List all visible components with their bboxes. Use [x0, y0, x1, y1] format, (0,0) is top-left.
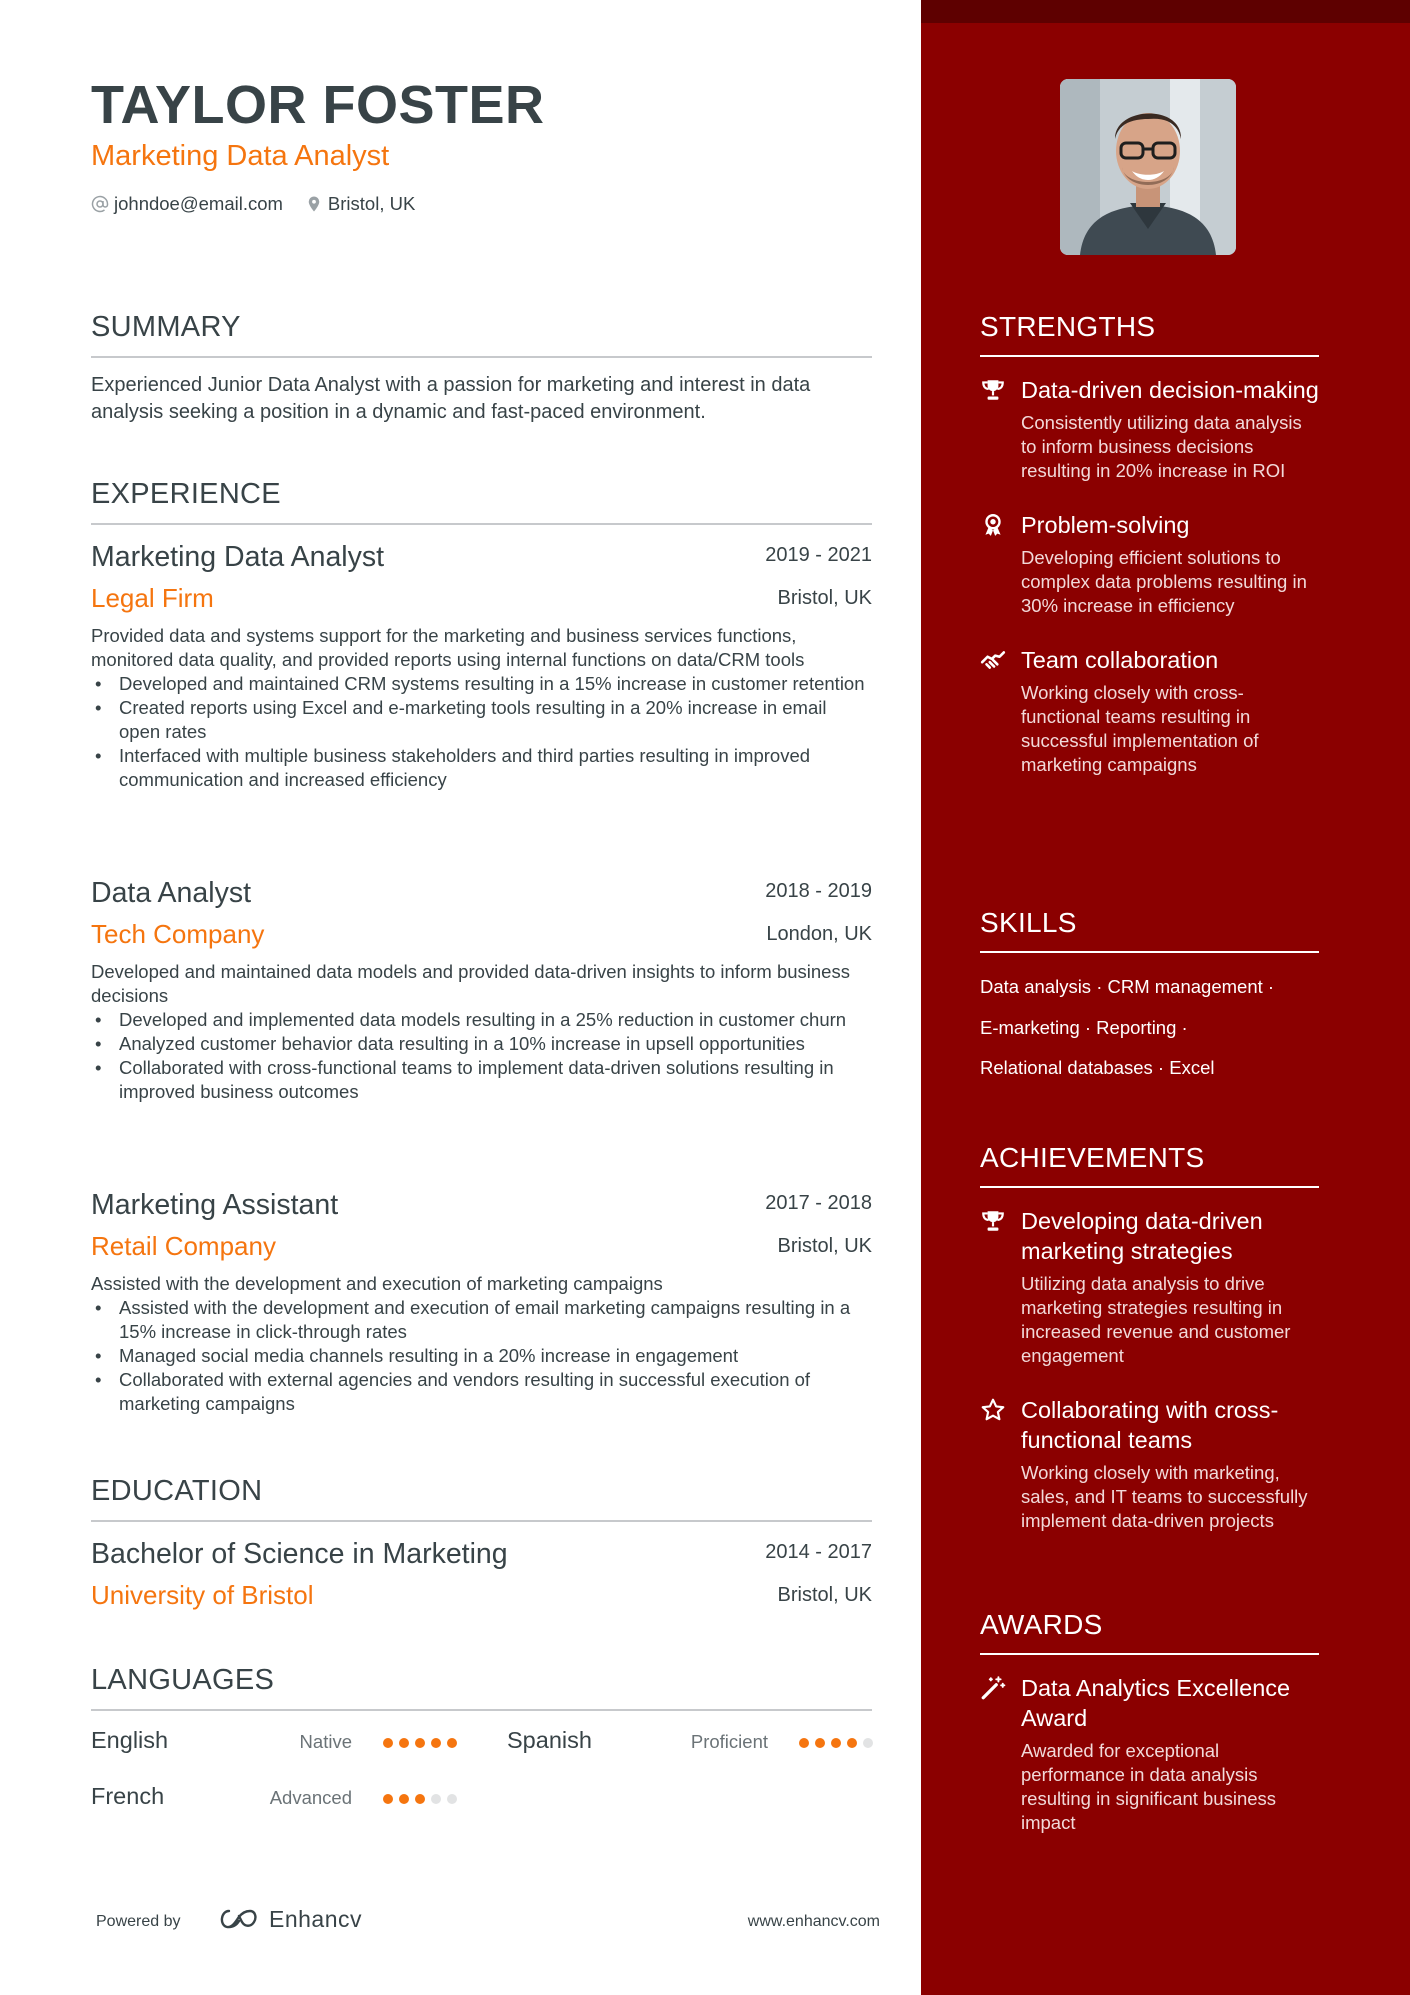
- achievements-heading: ACHIEVEMENTS: [980, 1142, 1319, 1188]
- award-ribbon-icon: [980, 512, 1006, 538]
- strength-description: Developing efficient solutions to complex data problems resulting in 30% increase in efficiency: [1021, 547, 1307, 616]
- experience-section: [91, 478, 872, 1438]
- candidate-role: Marketing Data Analyst: [91, 140, 390, 172]
- language-rating: [383, 1738, 463, 1748]
- rating-dot-filled: [799, 1738, 809, 1748]
- school-name: University of Bristol: [91, 1580, 314, 1610]
- education-dates: 2014 - 2017: [765, 1541, 872, 1563]
- language-level: Advanced: [269, 1787, 352, 1808]
- star-icon: [980, 1397, 1006, 1423]
- job-company: Retail Company: [91, 1231, 276, 1261]
- rating-dot-filled: [415, 1738, 425, 1748]
- strength-title: Problem-solving: [1021, 512, 1190, 538]
- language-level: Native: [299, 1731, 352, 1752]
- job-bullet: • Collaborated with cross-functional teams to implement data-driven solutions resulting in improved business outcomes: [91, 1056, 872, 1104]
- powered-by-label: Powered by: [96, 1913, 181, 1930]
- rating-dot-filled: [815, 1738, 825, 1748]
- language-rating: [799, 1738, 879, 1748]
- trophy-icon: [980, 1208, 1006, 1234]
- rating-dot-filled: [431, 1738, 441, 1748]
- rating-dot-filled: [383, 1738, 393, 1748]
- job-bullet: • Developed and implemented data models resulting in a 25% reduction in customer churn: [91, 1008, 872, 1032]
- rating-dot-filled: [831, 1738, 841, 1748]
- skills-line: Relational databases · Excel: [980, 1057, 1215, 1078]
- language-level: Proficient: [690, 1731, 768, 1752]
- degree-title: Bachelor of Science in Marketing: [91, 1538, 508, 1570]
- awards-heading: AWARDS: [980, 1609, 1319, 1655]
- job-dates: 2018 - 2019: [765, 880, 872, 902]
- rating-dot-filled: [415, 1794, 425, 1804]
- award-title: Data Analytics Excellence Award: [1021, 1675, 1291, 1731]
- experience-entry: [91, 541, 872, 792]
- achievement-item: [980, 1395, 1319, 1533]
- job-description: Provided data and systems support for the marketing and business services functions, monitored data quality, and provided reports using internal functions on data/CRM tools: [91, 625, 805, 670]
- job-location: Bristol, UK: [777, 1235, 872, 1257]
- job-description: Developed and maintained data models and provided data-driven insights to inform business decisions: [91, 961, 850, 1006]
- strength-title: Team collaboration: [1021, 647, 1219, 673]
- job-bullet: • Created reports using Excel and e-marketing tools resulting in a 20% increase in email open rates: [91, 696, 872, 744]
- rating-dot-filled: [383, 1794, 393, 1804]
- sidebar-top-bar: [921, 0, 1410, 23]
- language-name: English: [91, 1727, 169, 1753]
- award-item: [980, 1673, 1319, 1835]
- language-item: [91, 1783, 454, 1813]
- skills-list: [980, 967, 1319, 1089]
- job-title: Marketing Data Analyst: [91, 541, 385, 573]
- skills-section: [980, 907, 1319, 1089]
- education-section: [91, 1475, 872, 1615]
- education-entry: [91, 1538, 872, 1611]
- job-bullet: • Interfaced with multiple business stakeholders and third parties resulting in improved communication and increased efficiency: [91, 744, 872, 792]
- strength-title: Data-driven decision-making: [1021, 377, 1319, 403]
- rating-dot-empty: [863, 1738, 873, 1748]
- job-bullet: • Collaborated with external agencies and vendors resulting in successful execution of marketing campaigns: [91, 1368, 872, 1416]
- rating-dot-filled: [447, 1738, 457, 1748]
- summary-heading: SUMMARY: [91, 311, 872, 358]
- job-company: Legal Firm: [91, 583, 214, 613]
- sidebar: [921, 0, 1410, 1995]
- achievement-title: Developing data-driven marketing strategies: [1021, 1208, 1263, 1264]
- summary-text: Experienced Junior Data Analyst with a passion for marketing and interest in data analysis seeking a position in a dynamic and fast-paced environment.: [91, 374, 811, 423]
- language-rating: [383, 1794, 463, 1804]
- rating-dot-filled: [399, 1738, 409, 1748]
- strength-item: [980, 645, 1319, 777]
- job-company: Tech Company: [91, 919, 265, 949]
- strength-description: Consistently utilizing data analysis to inform business decisions resulting in 20% increase in ROI: [1021, 412, 1302, 481]
- job-title: Marketing Assistant: [91, 1189, 339, 1221]
- languages-heading: LANGUAGES: [91, 1664, 872, 1711]
- school-location: Bristol, UK: [777, 1584, 872, 1606]
- contact-row: [91, 193, 415, 215]
- job-bullets: [91, 1296, 872, 1416]
- strength-description: Working closely with cross-functional teams resulting in successful implementation of marketing campaigns: [1021, 682, 1259, 775]
- job-bullet: • Developed and maintained CRM systems resulting in a 15% increase in customer retention: [91, 672, 872, 696]
- website-link[interactable]: www.enhancv.com: [747, 1913, 880, 1930]
- strengths-section: [980, 311, 1319, 777]
- strengths-heading: STRENGTHS: [980, 311, 1319, 357]
- experience-entry: [91, 1189, 872, 1416]
- language-name: French: [91, 1783, 165, 1809]
- language-item: [507, 1727, 870, 1757]
- skills-line: E-marketing · Reporting ·: [980, 1016, 1188, 1038]
- enhancv-brand-name: Enhancv: [269, 1905, 363, 1932]
- contact-email[interactable]: johndoe@email.com: [114, 193, 283, 214]
- footer: [96, 1905, 880, 1935]
- rating-dot-filled: [399, 1794, 409, 1804]
- job-bullets: [91, 672, 872, 792]
- rating-dot-empty: [447, 1794, 457, 1804]
- enhancv-logo-icon: [215, 1905, 263, 1933]
- achievement-description: Working closely with marketing, sales, and IT teams to successfully implement data-driven projects: [1021, 1462, 1308, 1531]
- job-location: Bristol, UK: [777, 587, 872, 609]
- candidate-name: TAYLOR FOSTER: [91, 75, 545, 135]
- experience-entry: [91, 877, 872, 1104]
- language-name: Spanish: [507, 1727, 592, 1753]
- magic-wand-icon: [980, 1675, 1006, 1701]
- location-pin-icon: [305, 195, 323, 213]
- awards-section: [980, 1609, 1319, 1835]
- achievement-description: Utilizing data analysis to drive marketing strategies resulting in increased revenue and customer engagement: [1021, 1273, 1291, 1366]
- job-dates: 2019 - 2021: [765, 544, 872, 566]
- rating-dot-filled: [847, 1738, 857, 1748]
- enhancv-logo[interactable]: [215, 1905, 362, 1933]
- job-bullet: • Analyzed customer behavior data resulting in a 10% increase in upsell opportunities: [91, 1032, 872, 1056]
- experience-heading: EXPERIENCE: [91, 478, 872, 525]
- achievements-section: [980, 1142, 1319, 1533]
- job-description: Assisted with the development and execution of marketing campaigns: [91, 1273, 663, 1294]
- achievement-item: [980, 1206, 1319, 1368]
- achievement-title: Collaborating with cross-functional teams: [1021, 1397, 1279, 1453]
- handshake-icon: [980, 647, 1006, 673]
- strength-item: [980, 510, 1319, 618]
- education-heading: EDUCATION: [91, 1475, 872, 1522]
- job-bullet: • Assisted with the development and execution of email marketing campaigns resulting in a 15% increase in click-through rates: [91, 1296, 872, 1344]
- trophy-icon: [980, 377, 1006, 403]
- summary-section: [91, 311, 872, 426]
- job-bullets: [91, 1008, 872, 1104]
- award-description: Awarded for exceptional performance in data analysis resulting in significant business impact: [1021, 1740, 1277, 1833]
- strength-item: [980, 375, 1319, 483]
- job-dates: 2017 - 2018: [765, 1192, 872, 1214]
- job-bullet: • Managed social media channels resulting in a 20% increase in engagement: [91, 1344, 872, 1368]
- skills-heading: SKILLS: [980, 907, 1319, 953]
- profile-photo: [1060, 79, 1236, 255]
- job-title: Data Analyst: [91, 877, 252, 909]
- rating-dot-empty: [431, 1794, 441, 1804]
- skills-line: Data analysis · CRM management ·: [980, 976, 1275, 997]
- language-item: [91, 1727, 454, 1757]
- profile-photo-illustration: [1060, 79, 1236, 255]
- languages-section: [91, 1664, 872, 1824]
- contact-location: Bristol, UK: [327, 193, 416, 214]
- at-sign-icon: [91, 195, 109, 213]
- job-location: London, UK: [766, 923, 872, 945]
